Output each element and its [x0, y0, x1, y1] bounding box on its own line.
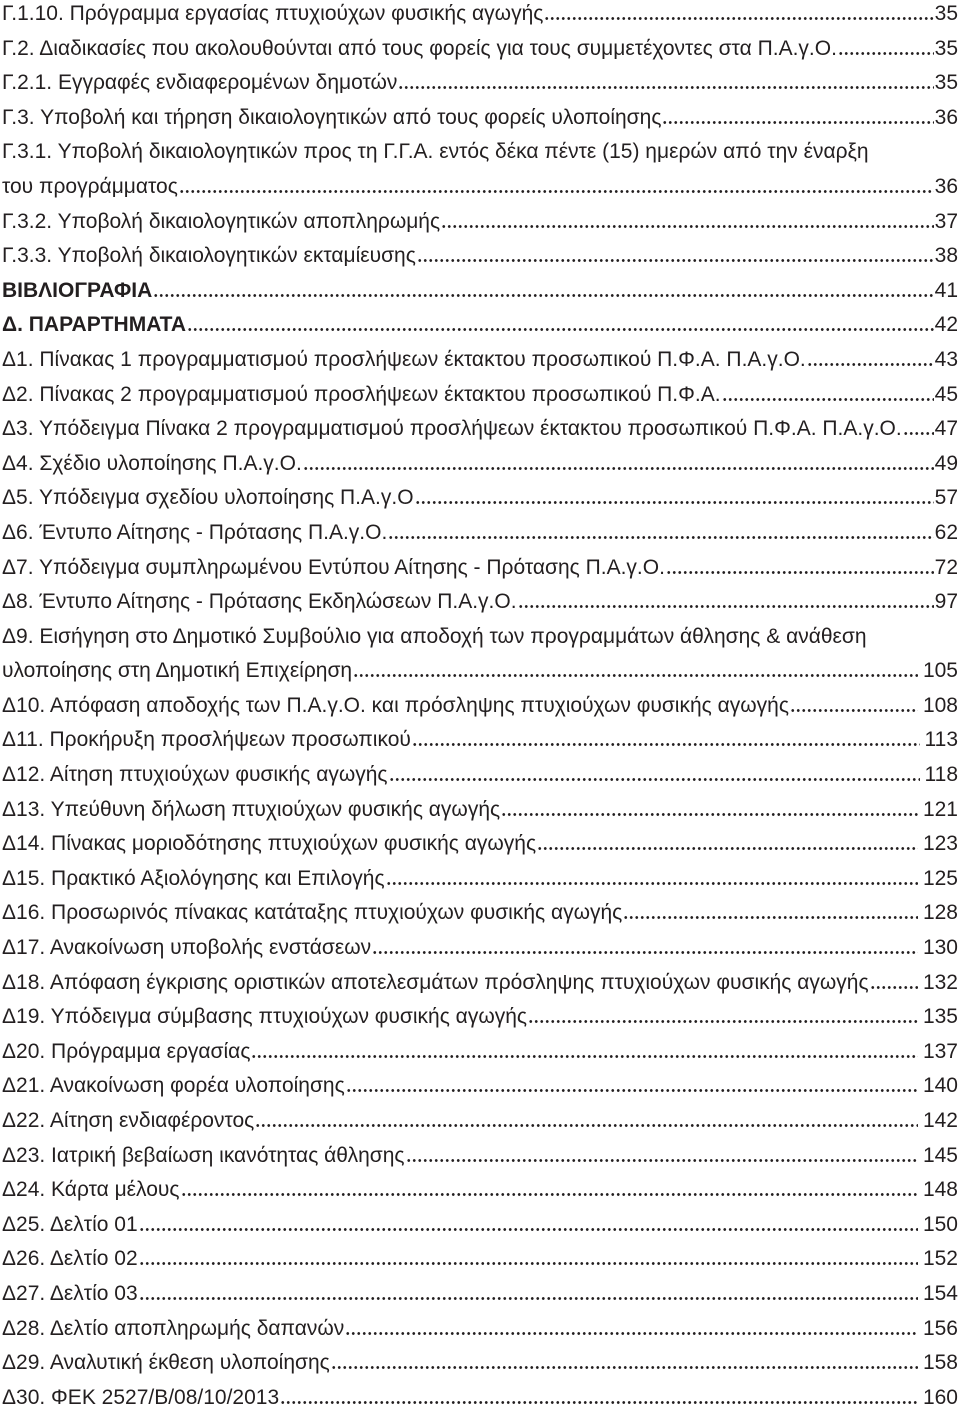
- toc-entry-title: Γ.3. Υποβολή και τήρηση δικαιολογητικών από τους φορείς υλοποίησης: [2, 105, 662, 129]
- dot-leader: [386, 882, 918, 885]
- toc-page-number: 72: [934, 555, 958, 579]
- dot-leader: [537, 847, 918, 850]
- toc-entry-title: του προγράμματος: [2, 174, 178, 198]
- toc-entry: [2, 588, 958, 616]
- toc-entry: [2, 1315, 958, 1343]
- toc-entry: [2, 761, 958, 789]
- toc-entry-title: Δ9. Εισήγηση στο Δημοτικό Συμβούλιο για αποδοχή των προγραμμάτων άθλησης & ανάθεση: [2, 624, 867, 648]
- toc-entry-title: Γ.3.3. Υποβολή δικαιολογητικών εκταμίευσης: [2, 244, 416, 268]
- toc-entry: [2, 0, 958, 28]
- toc-entry-title: Δ14. Πίνακας μοριοδότησης πτυχιούχων φυσικής αγωγής: [2, 832, 537, 856]
- toc-entry: [2, 381, 958, 409]
- toc-entry-title: Δ19. Υπόδειγμα σύμβασης πτυχιούχων φυσικής αγωγής: [2, 1005, 528, 1029]
- toc-page-number: 148: [922, 1178, 958, 1202]
- table-of-contents: [2, 0, 958, 1412]
- toc-entry: [2, 1176, 958, 1204]
- toc-page-number: 35: [934, 71, 958, 95]
- dot-leader: [179, 190, 934, 193]
- toc-entry: [2, 1211, 958, 1239]
- dot-leader: [903, 432, 934, 435]
- dot-leader: [398, 86, 933, 89]
- toc-page-number: 43: [934, 347, 958, 371]
- toc-entry: [2, 796, 958, 824]
- toc-entry-title: Δ15. Πρακτικό Αξιολόγησης και Επιλογής: [2, 866, 385, 890]
- toc-entry: [2, 35, 958, 63]
- toc-page-number: 145: [922, 1143, 958, 1167]
- dot-leader: [501, 813, 918, 816]
- dot-leader: [406, 1159, 918, 1162]
- toc-page-number: 142: [922, 1109, 958, 1132]
- dot-leader: [187, 328, 934, 331]
- toc-page-number: 57: [934, 486, 958, 510]
- toc-entry-title: Δ23. Ιατρική βεβαίωση ικανότητας άθλησης: [2, 1143, 405, 1167]
- dot-leader: [790, 709, 918, 712]
- toc-entry: [2, 311, 958, 339]
- toc-entry-title: Δ17. Ανακοίνωση υποβολής ενστάσεων: [2, 936, 372, 960]
- toc-page-number: 130: [922, 936, 958, 960]
- toc-entry: [2, 830, 958, 858]
- toc-entry-title: Δ25. Δελτίο 01: [2, 1212, 138, 1236]
- toc-page-number: 154: [922, 1281, 958, 1305]
- toc-page-number: 36: [934, 105, 958, 129]
- toc-entry: [2, 865, 958, 893]
- toc-entry-title: Δ30. ΦΕΚ 2527/Β/08/10/2013: [2, 1385, 280, 1409]
- toc-entry: [2, 1280, 958, 1308]
- toc-page-number: 35: [934, 36, 958, 60]
- toc-entry-line: [2, 138, 958, 166]
- dot-leader: [346, 1089, 918, 1092]
- toc-entry-title: Δ24. Κάρτα μέλους: [2, 1178, 180, 1202]
- toc-page-number: 105: [922, 659, 958, 683]
- dot-leader: [389, 778, 920, 781]
- toc-entry-title: Δ4. Σχέδιο υλοποίησης Π.Α.γ.Ο.: [2, 451, 302, 475]
- dot-leader: [280, 1401, 918, 1404]
- toc-page-number: 158: [922, 1351, 958, 1375]
- toc-entry: [2, 969, 958, 997]
- toc-entry-title: Δ6. Έντυπο Αίτησης - Πρότασης Π.Α.γ.Ο.: [2, 520, 388, 544]
- toc-entry: [2, 1245, 958, 1273]
- toc-page-number: 97: [934, 590, 958, 614]
- toc-entry-title: Γ.2. Διαδικασίες που ακολουθούνται από τους φορείς για τους συμμετέχοντες στα Π.Α.γ.Ο.: [2, 36, 837, 60]
- toc-entry: [2, 1072, 958, 1100]
- toc-page-number: 152: [922, 1247, 958, 1271]
- toc-entry: [2, 484, 958, 512]
- toc-page-number: 135: [922, 1005, 958, 1029]
- toc-page-number: 132: [922, 970, 958, 994]
- toc-entry: [2, 415, 958, 443]
- toc-page-number: 62: [934, 520, 958, 544]
- dot-leader: [412, 743, 920, 746]
- toc-entry-title: Δ5. Υπόδειγμα σχεδίου υλοποίησης Π.Α.γ.Ο: [2, 486, 414, 510]
- toc-page-number: 156: [922, 1316, 958, 1340]
- toc-entry-title: Δ16. Προσωρινός πίνακας κατάταξης πτυχιούχων φυσικής αγωγής: [2, 901, 623, 925]
- toc-entry: [2, 554, 958, 582]
- toc-entry: [2, 899, 958, 927]
- toc-page-number: 125: [922, 866, 958, 890]
- toc-page-number: 108: [922, 693, 958, 717]
- dot-leader: [181, 1193, 918, 1196]
- dot-leader: [303, 467, 934, 470]
- dot-leader: [417, 259, 934, 262]
- toc-entry-line: [2, 623, 958, 651]
- toc-page-number: 160: [922, 1385, 958, 1409]
- toc-page-number: 113: [924, 728, 958, 752]
- toc-page-number: 42: [934, 313, 958, 337]
- toc-page-number: 150: [922, 1212, 958, 1236]
- dot-leader: [544, 17, 933, 20]
- toc-page-number: 36: [934, 174, 958, 198]
- toc-entry: [2, 173, 958, 201]
- toc-entry-title: Δ26. Δελτίο 02: [2, 1247, 138, 1271]
- dot-leader: [722, 398, 934, 401]
- toc-entry: [2, 450, 958, 478]
- toc-entry: [2, 726, 958, 754]
- toc-entry-title: Δ3. Υπόδειγμα Πίνακα 2 προγραμματισμού προσλήψεων έκτακτου προσωπικού Π.Φ.Α. Π.Α.γ.Ο.: [2, 417, 902, 441]
- dot-leader: [372, 951, 918, 954]
- toc-page-number: 140: [922, 1074, 958, 1098]
- toc-entry-title: υλοποίησης στη Δημοτική Επιχείρηση: [2, 659, 353, 683]
- toc-entry-title: Γ.2.1. Εγγραφές ενδιαφερομένων δημοτών: [2, 71, 398, 95]
- toc-entry: [2, 934, 958, 962]
- toc-entry: [2, 346, 958, 374]
- dot-leader: [666, 571, 934, 574]
- toc-entry: [2, 1107, 958, 1135]
- toc-entry: [2, 657, 958, 685]
- dot-leader: [662, 121, 933, 124]
- dot-leader: [331, 1366, 918, 1369]
- toc-entry: [2, 1003, 958, 1031]
- toc-entry: [2, 1349, 958, 1377]
- toc-entry-title: Δ20. Πρόγραμμα εργασίας: [2, 1039, 251, 1063]
- toc-page-number: 41: [934, 278, 958, 302]
- toc-page-number: 35: [934, 2, 958, 25]
- dot-leader: [153, 294, 933, 297]
- toc-entry-title: Δ12. Αίτηση πτυχιούχων φυσικής αγωγής: [2, 763, 388, 787]
- toc-entry-title: Δ11. Προκήρυξη προσλήψεων προσωπικού: [2, 728, 411, 752]
- toc-page-number: 123: [922, 832, 958, 856]
- toc-entry-title: Γ.1.10. Πρόγραμμα εργασίας πτυχιούχων φυσικής αγωγής: [2, 2, 544, 25]
- dot-leader: [353, 674, 918, 677]
- toc-entry: [2, 277, 958, 305]
- toc-entry: [2, 692, 958, 720]
- dot-leader: [870, 986, 918, 989]
- toc-entry: [2, 104, 958, 132]
- toc-page-number: 49: [934, 451, 958, 475]
- toc-entry: [2, 1038, 958, 1066]
- dot-leader: [518, 605, 934, 608]
- dot-leader: [807, 363, 934, 366]
- toc-entry-title: Γ.3.2. Υποβολή δικαιολογητικών αποπληρωμής: [2, 209, 441, 233]
- dot-leader: [623, 916, 918, 919]
- toc-page-number: 137: [922, 1039, 958, 1063]
- toc-entry: [2, 242, 958, 270]
- toc-entry: [2, 69, 958, 97]
- toc-entry-title: Δ21. Ανακοίνωση φορέα υλοποίησης: [2, 1074, 345, 1098]
- toc-page-number: 121: [922, 797, 958, 821]
- dot-leader: [441, 225, 934, 228]
- dot-leader: [251, 1055, 918, 1058]
- toc-page-number: 45: [934, 382, 958, 406]
- dot-leader: [388, 536, 933, 539]
- toc-page-number: 38: [934, 244, 958, 268]
- dot-leader: [139, 1297, 918, 1300]
- toc-page-number: 37: [934, 209, 958, 233]
- dot-leader: [838, 52, 934, 55]
- toc-entry-title: Δ18. Απόφαση έγκρισης οριστικών αποτελεσμάτων πρόσληψης πτυχιούχων φυσικής αγωγής: [2, 970, 869, 994]
- toc-page-number: 118: [924, 763, 958, 787]
- toc-entry-title: Δ28. Δελτίο αποπληρωμής δαπανών: [2, 1316, 345, 1340]
- toc-entry-title: Δ10. Απόφαση αποδοχής των Π.Α.γ.Ο. και πρόσληψης πτυχιούχων φυσικής αγωγής: [2, 693, 789, 717]
- dot-leader: [415, 501, 934, 504]
- dot-leader: [528, 1020, 918, 1023]
- toc-entry-title: Δ7. Υπόδειγμα συμπληρωμένου Εντύπου Αίτησης - Πρότασης Π.Α.γ.Ο.: [2, 555, 665, 579]
- toc-entry: [2, 519, 958, 547]
- toc-entry-title: Δ13. Υπεύθυνη δήλωση πτυχιούχων φυσικής αγωγής: [2, 797, 501, 821]
- toc-entry-title: ΒΙΒΛΙΟΓΡΑΦΙΑ: [2, 278, 153, 302]
- toc-entry-title: Δ2. Πίνακας 2 προγραμματισμού προσλήψεων έκτακτου προσωπικού Π.Φ.Α.: [2, 382, 721, 406]
- toc-entry-title: Δ27. Δελτίο 03: [2, 1281, 138, 1305]
- dot-leader: [345, 1332, 918, 1335]
- toc-entry-title: Δ22. Αίτηση ενδιαφέροντος: [2, 1109, 255, 1132]
- toc-entry-title: Δ8. Έντυπο Αίτησης - Πρότασης Εκδηλώσεων Π.Α.γ.Ο.: [2, 590, 517, 614]
- dot-leader: [139, 1228, 918, 1231]
- toc-entry-title: Δ1. Πίνακας 1 προγραμματισμού προσλήψεων έκτακτου προσωπικού Π.Φ.Α. Π.Α.γ.Ο.: [2, 347, 806, 371]
- dot-leader: [255, 1124, 918, 1127]
- toc-entry: [2, 1142, 958, 1170]
- toc-entry-title: Δ29. Αναλυτική έκθεση υλοποίησης: [2, 1351, 330, 1375]
- toc-page-number: 47: [934, 417, 958, 441]
- toc-entry: [2, 208, 958, 236]
- toc-page-number: 128: [922, 901, 958, 925]
- dot-leader: [139, 1262, 918, 1265]
- toc-entry-title: Γ.3.1. Υποβολή δικαιολογητικών προς τη Γ.Γ.Α. εντός δέκα πέντε (15) ημερών από την έναρξη: [2, 140, 869, 164]
- toc-entry: [2, 1384, 958, 1412]
- toc-entry-title: Δ. ΠΑΡΑΡΤΗΜΑΤΑ: [2, 313, 187, 337]
